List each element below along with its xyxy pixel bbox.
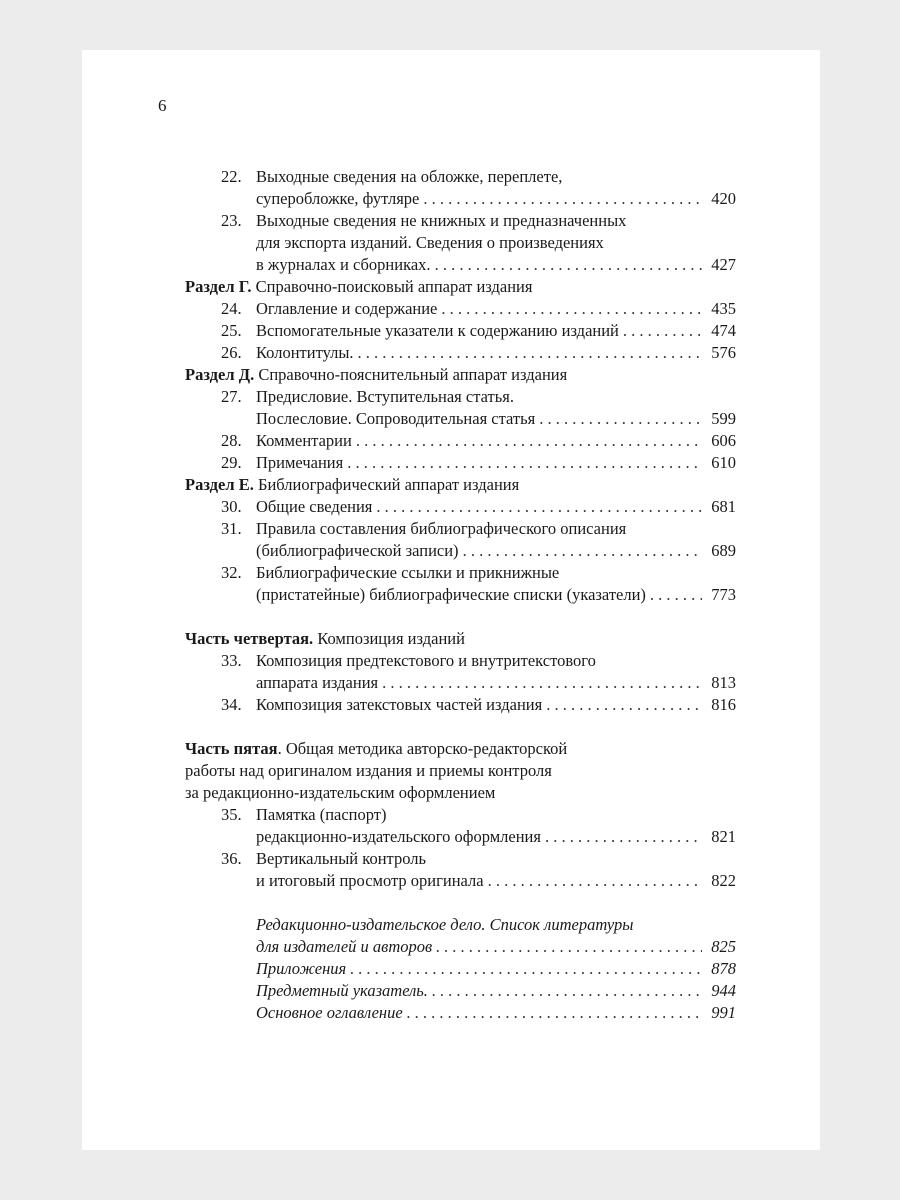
toc-entry-title[interactable] [256, 452, 736, 474]
toc-entry-text: и итоговый просмотр оригинала [256, 871, 484, 890]
toc-entry-text: Предисловие. Вступительная статья. [256, 387, 514, 406]
toc-entry-title[interactable] [256, 1002, 736, 1024]
toc-entry-text: Правила составления библиографического описания [256, 519, 627, 538]
leader-dots [358, 342, 702, 364]
toc-page-number: 944 [711, 981, 736, 1000]
toc-entry-title[interactable] [256, 210, 736, 232]
leader-dots [432, 980, 702, 1002]
section-g[interactable] [185, 276, 736, 298]
toc-entry-text: Колонтитулы. [256, 343, 354, 362]
leader-dots [423, 188, 702, 210]
leader-dots [382, 672, 702, 694]
toc-entry-text: для издателей и авторов [256, 937, 433, 956]
leader-dots [441, 298, 702, 320]
toc-entry-number: 30. [221, 497, 242, 516]
toc-page-number: 822 [711, 871, 736, 890]
toc-page-number: 825 [711, 937, 736, 956]
leader-dots [545, 826, 702, 848]
toc-entry-line [185, 540, 736, 562]
toc-entry-title[interactable] [256, 958, 736, 980]
toc-entry-line [185, 804, 736, 826]
toc-entry-line [185, 694, 736, 716]
toc-entry-title[interactable] [256, 408, 736, 430]
toc-entry-line [185, 980, 736, 1002]
toc-entry-text: Послесловие. Сопроводительная статья [256, 409, 536, 428]
toc-entry-line [185, 408, 736, 430]
toc-entry-line [185, 672, 736, 694]
section-label: Раздел Г. [185, 277, 252, 296]
toc-entry-line [185, 914, 736, 936]
toc-entry-text: Выходные сведения на обложке, переплете, [256, 167, 563, 186]
section-heading: Раздел Е. Библиографический аппарат издания [185, 475, 520, 494]
toc-entry-text: Композиция затекстовых частей издания [256, 695, 543, 714]
toc-entry-number: 33. [221, 651, 242, 670]
toc-entry-title[interactable] [256, 540, 736, 562]
toc-entry-line [185, 232, 736, 254]
toc-entry-title[interactable] [256, 914, 736, 936]
toc-entry-text: (библиографической записи) [256, 541, 459, 560]
section-label: Часть пятая [185, 739, 278, 758]
toc-entry-text: Выходные сведения не книжных и предназначенных [256, 211, 627, 230]
toc-entry-text: для экспорта изданий. Сведения о произведениях [256, 233, 604, 252]
toc-entry-line [185, 430, 736, 452]
toc-entry-line [185, 254, 736, 276]
leader-dots [356, 430, 702, 452]
toc-entry-title[interactable] [256, 650, 736, 672]
toc-entry-line [185, 210, 736, 232]
toc-page-number: 821 [711, 827, 736, 846]
part-four[interactable] [185, 628, 736, 650]
leader-dots [539, 408, 702, 430]
leader-dots [407, 1002, 702, 1024]
toc-page-number: 435 [711, 299, 736, 318]
toc-entry-number: 35. [221, 805, 242, 824]
toc-page-number: 681 [711, 497, 736, 516]
toc-entry-title[interactable] [256, 386, 736, 408]
toc-entry-text: Редакционно-издательское дело. Список литературы [256, 915, 634, 934]
spacer [185, 892, 736, 914]
toc-entry-title[interactable] [256, 848, 736, 870]
spacer [185, 716, 736, 738]
leader-dots [350, 958, 702, 980]
toc-entry-title[interactable] [256, 584, 736, 606]
toc-entry-text: аппарата издания [256, 673, 379, 692]
toc-entry-text: суперобложке, футляре [256, 189, 420, 208]
toc-entry-number: 27. [221, 387, 242, 406]
toc-entry-line [185, 518, 736, 540]
toc-entry-text: (пристатейные) библиографические списки (указатели) [256, 585, 646, 604]
toc-entry-line [185, 826, 736, 848]
toc-entry-line [185, 320, 736, 342]
toc-entry-text: Библиографические ссылки и прикнижные [256, 563, 560, 582]
toc-page-number: 878 [711, 959, 736, 978]
toc-entry-number: 32. [221, 563, 242, 582]
part-five-cont [185, 760, 736, 782]
leader-dots [488, 870, 702, 892]
page-number: 6 [158, 96, 167, 115]
toc-entry-number: 29. [221, 453, 242, 472]
toc-entry-title[interactable] [256, 562, 736, 584]
toc-page-number: 420 [711, 189, 736, 208]
toc-entry-text: Вертикальный контроль [256, 849, 426, 868]
section-heading: Раздел Г. Справочно-поисковый аппарат издания [185, 277, 533, 296]
toc-entry-text: Памятка (паспорт) [256, 805, 387, 824]
section-d[interactable] [185, 364, 736, 386]
section-label: Раздел Д. [185, 365, 255, 384]
part-five-cont [185, 782, 736, 804]
leader-dots [376, 496, 702, 518]
part-five[interactable] [185, 738, 736, 760]
toc-entry-text: Оглавление и содержание [256, 299, 438, 318]
toc-entry-text: Предметный указатель. [256, 981, 428, 1000]
toc-entry-line [185, 1002, 736, 1024]
leader-dots [650, 584, 702, 606]
leader-dots [436, 936, 702, 958]
table-of-contents [185, 166, 736, 1024]
toc-entry-number: 23. [221, 211, 242, 230]
toc-entry-number: 22. [221, 167, 242, 186]
toc-entry-title[interactable] [256, 320, 736, 342]
toc-entry-title[interactable] [256, 342, 736, 364]
section-heading-cont: работы над оригиналом издания и приемы контроля [185, 761, 552, 780]
toc-entry-number: 28. [221, 431, 242, 450]
toc-entry-number: 34. [221, 695, 242, 714]
toc-page-number: 474 [711, 321, 736, 340]
toc-entry-line [185, 958, 736, 980]
toc-entry-text: редакционно-издательского оформления [256, 827, 541, 846]
toc-entry-title[interactable] [256, 936, 736, 958]
toc-entry-line [185, 342, 736, 364]
leader-dots [347, 452, 702, 474]
toc-entry-line [185, 188, 736, 210]
section-label: Раздел Е. [185, 475, 254, 494]
toc-entry-number: 25. [221, 321, 242, 340]
toc-entry-text: Примечания [256, 453, 344, 472]
toc-entry-title[interactable] [256, 232, 736, 254]
toc-page-number: 576 [711, 343, 736, 362]
toc-page-number: 991 [711, 1003, 736, 1022]
section-heading-cont: за редакционно-издательским оформлением [185, 783, 496, 802]
toc-entry-title[interactable] [256, 298, 736, 320]
toc-entry-line [185, 298, 736, 320]
toc-entry-title[interactable] [256, 694, 736, 716]
toc-entry-text: Общие сведения [256, 497, 373, 516]
leader-dots [546, 694, 702, 716]
toc-entry-text: Вспомогательные указатели к содержанию изданий [256, 321, 619, 340]
leader-dots [435, 254, 702, 276]
toc-entry-title[interactable] [256, 254, 736, 276]
toc-entry-title[interactable] [256, 980, 736, 1002]
toc-entry-line [185, 166, 736, 188]
toc-entry-title[interactable] [256, 430, 736, 452]
toc-entry-title[interactable] [256, 518, 736, 540]
toc-entry-title[interactable] [256, 496, 736, 518]
toc-entry-number: 24. [221, 299, 242, 318]
toc-entry-title[interactable] [256, 870, 736, 892]
toc-entry-line [185, 936, 736, 958]
toc-page-number: 773 [711, 585, 736, 604]
section-e[interactable] [185, 474, 736, 496]
toc-entry-line [185, 650, 736, 672]
toc-entry-text: Комментарии [256, 431, 352, 450]
toc-entry-title[interactable] [256, 826, 736, 848]
toc-page-number: 813 [711, 673, 736, 692]
toc-entry-title[interactable] [256, 166, 736, 188]
toc-page-number: 606 [711, 431, 736, 450]
toc-entry-title[interactable] [256, 188, 736, 210]
toc-entry-line [185, 562, 736, 584]
toc-page-number: 599 [711, 409, 736, 428]
section-heading: Раздел Д. Справочно-пояснительный аппарат издания [185, 365, 568, 384]
toc-entry-line [185, 584, 736, 606]
leader-dots [623, 320, 702, 342]
toc-entry-line [185, 870, 736, 892]
toc-page-number: 816 [711, 695, 736, 714]
leader-dots [463, 540, 702, 562]
toc-entry-text: Основное оглавление [256, 1003, 403, 1022]
toc-entry-title[interactable] [256, 804, 736, 826]
toc-page-number: 427 [711, 255, 736, 274]
toc-entry-text: в журналах и сборниках. [256, 255, 431, 274]
toc-entry-line [185, 848, 736, 870]
toc-entry-line [185, 496, 736, 518]
toc-entry-line [185, 386, 736, 408]
toc-page-number: 689 [711, 541, 736, 560]
toc-entry-text: Композиция предтекстового и внутритекстового [256, 651, 596, 670]
section-label: Часть четвертая. [185, 629, 314, 648]
toc-entry-number: 26. [221, 343, 242, 362]
toc-page-number: 610 [711, 453, 736, 472]
toc-entry-number: 36. [221, 849, 242, 868]
toc-entry-title[interactable] [256, 672, 736, 694]
toc-entry-line [185, 452, 736, 474]
spacer [185, 606, 736, 628]
toc-entry-text: Приложения [256, 959, 347, 978]
section-heading: Часть четвертая. Композиция изданий [185, 629, 465, 648]
toc-entry-number: 31. [221, 519, 242, 538]
section-heading: Часть пятая. Общая методика авторско-редакторской [185, 739, 568, 758]
